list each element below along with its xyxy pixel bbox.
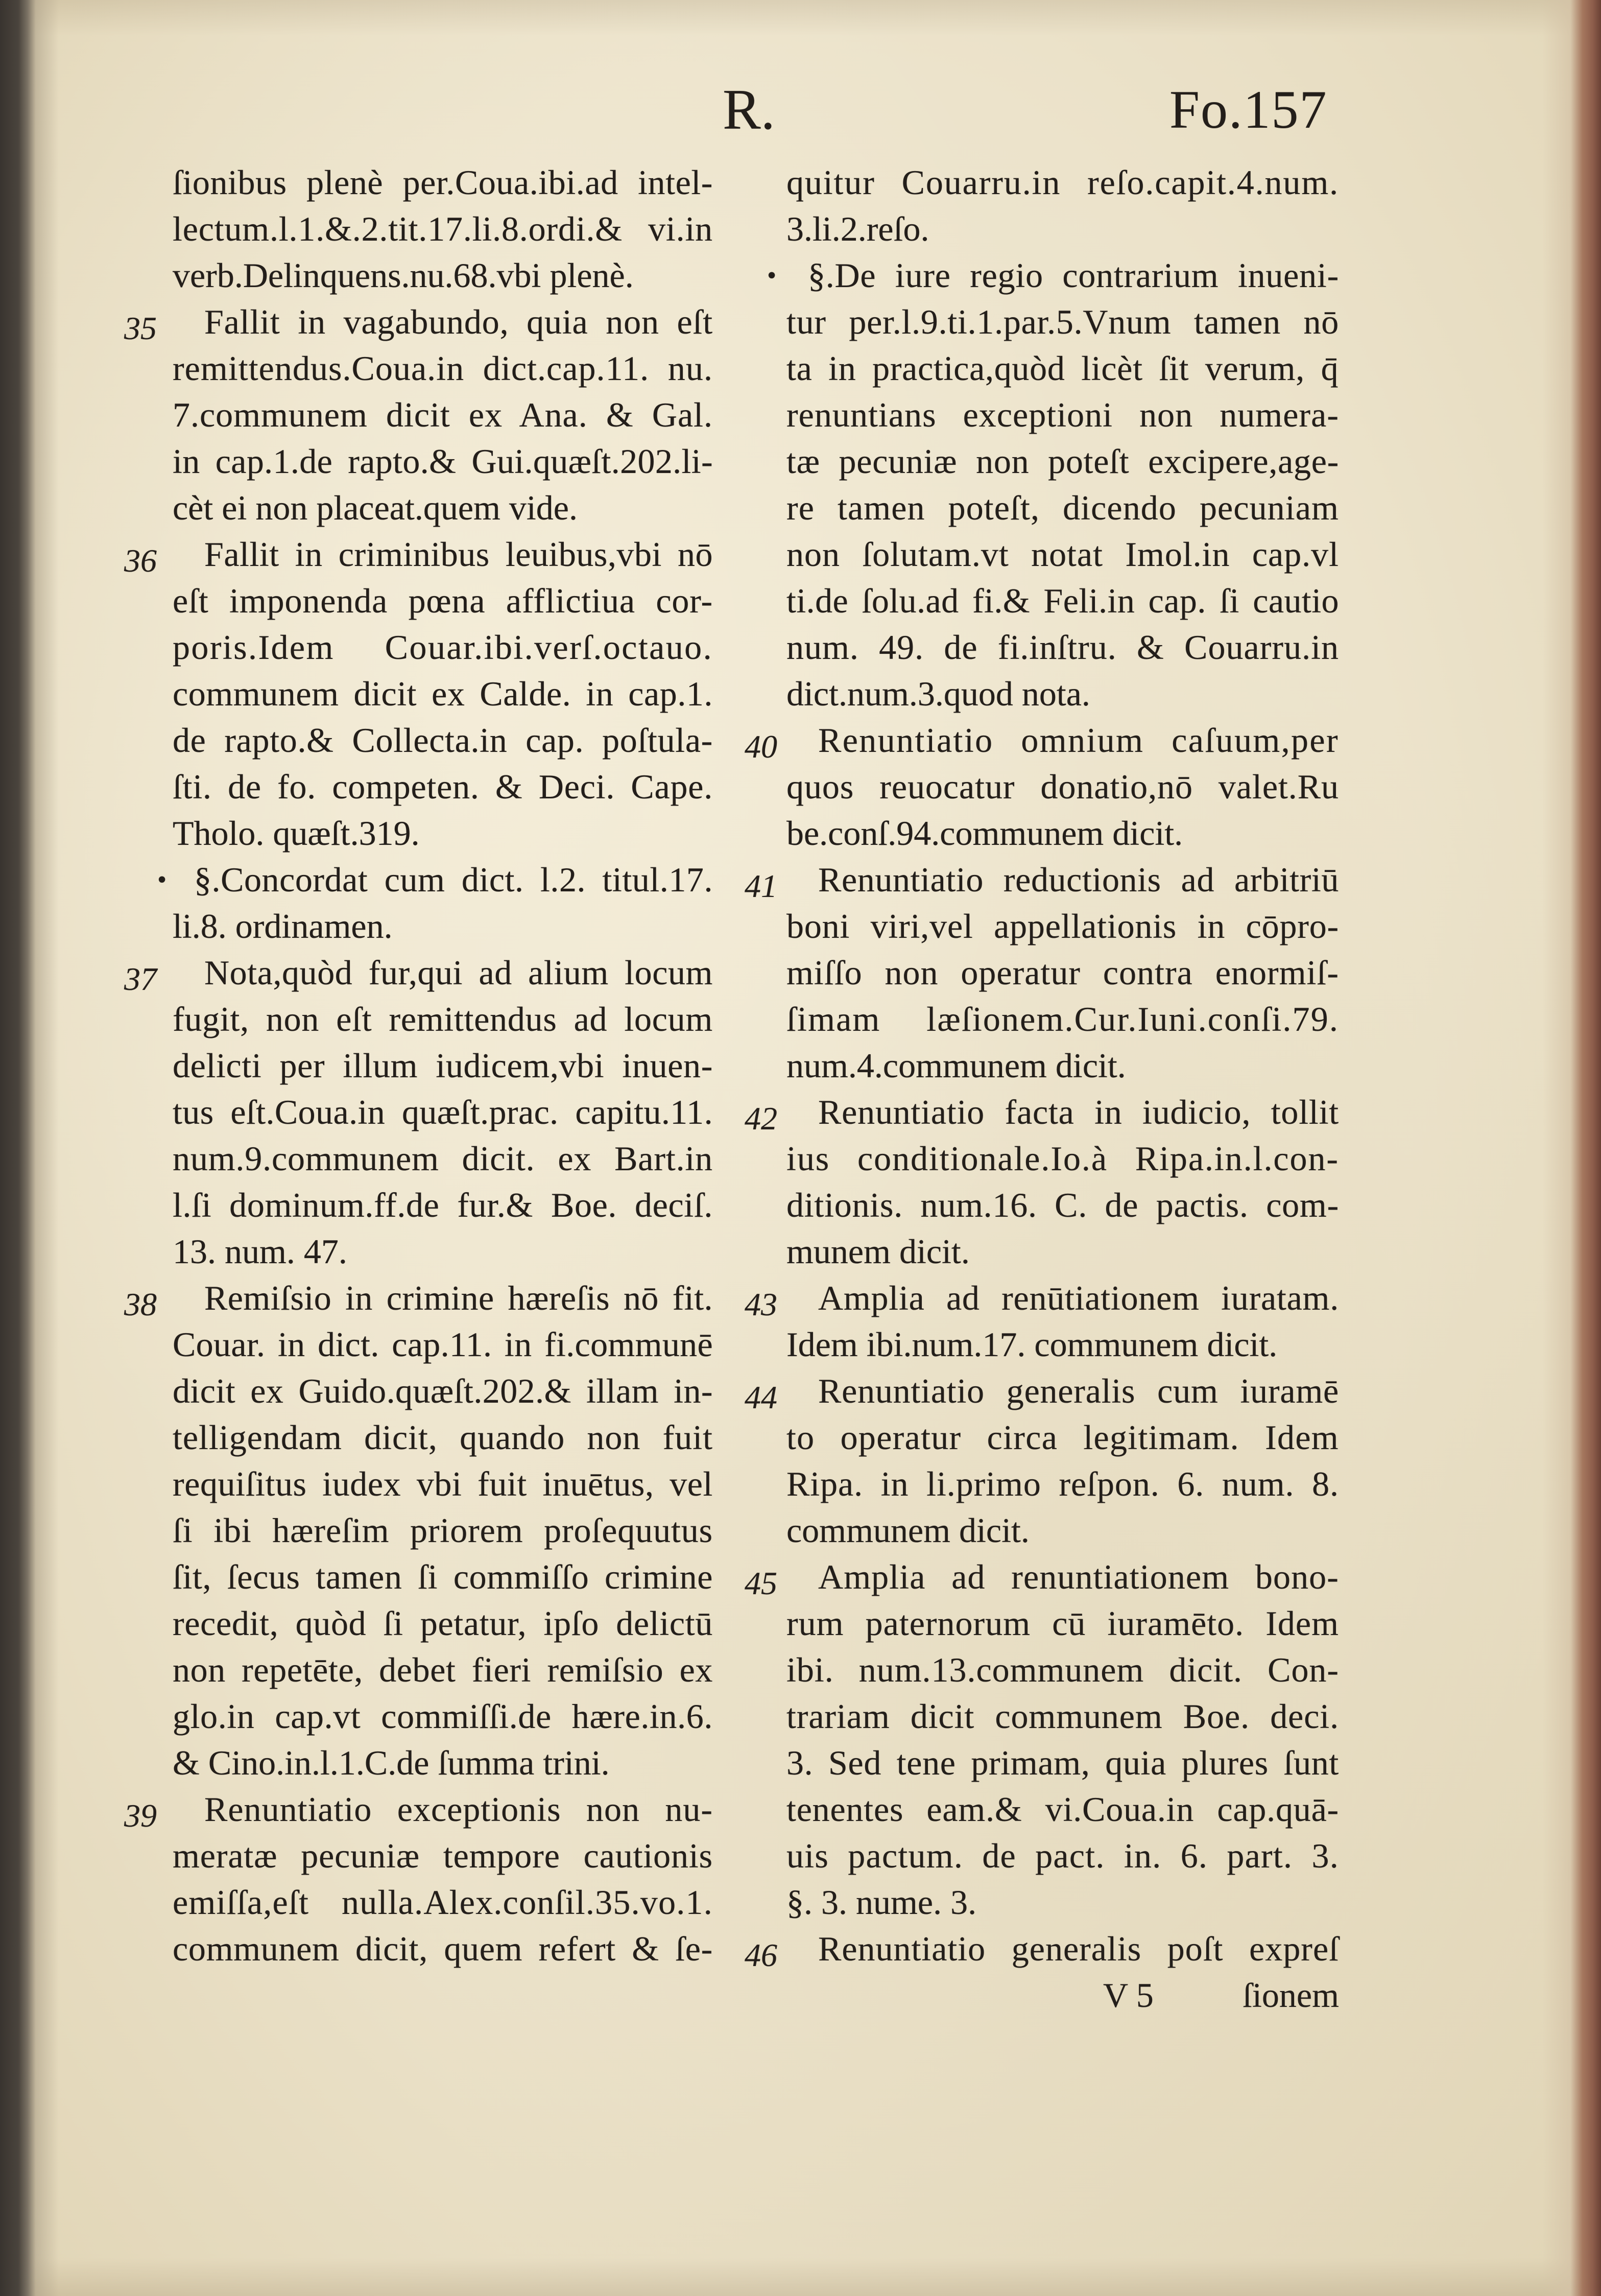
text-line [173,624,713,671]
line-text: remittendus.Coua.in dict.cap.11. nu. [173,349,713,388]
line-text: 13. num. 47. [173,1232,347,1271]
text-line [173,1507,713,1554]
section-note [157,857,713,950]
line-text: tæ pecuniæ non poteſt excipere,age- [786,442,1339,481]
text-line [786,531,1339,578]
text-line [786,857,1339,903]
text-line [173,1786,713,1833]
text-line [173,1275,713,1321]
line-text: ſi ibi hæreſim priorem proſequutus [173,1511,713,1550]
text-line [173,1321,713,1368]
text-line [173,1600,713,1647]
marginal-number: 38 [124,1286,157,1322]
text-line [173,1182,713,1228]
text-line [173,1554,713,1600]
line-text: ius conditionale.Io.à Ripa.in.l.con- [786,1139,1339,1178]
text-line [786,1182,1339,1228]
text-line [173,578,713,624]
line-text: de rapto.& Collecta.in cap. poſtula- [173,721,713,760]
text-line [173,671,713,717]
text-line [786,252,1339,299]
running-head: R. [723,78,775,141]
entry-42 [745,1089,1339,1275]
continued-text [173,159,713,299]
text-line [173,1089,713,1135]
marginal-number: 35 [124,310,157,346]
entry-43 [745,1275,1339,1368]
text-line [786,1693,1339,1740]
text-line [173,159,713,206]
text-line [786,1600,1339,1647]
text-line [786,485,1339,531]
text-line [786,1461,1339,1507]
section-note [767,252,1339,717]
line-text: glo.in cap.vt commiſſi.de hære.in.6. [173,1697,713,1736]
line-text: ſti. de fo. competen. & Deci. Cape. [173,767,713,806]
line-text: Couar. in dict. cap.11. in fi.communē [173,1325,713,1364]
marginal-number: 43 [745,1286,777,1322]
text-line [173,299,713,345]
line-text: cèt ei non placeat.quem vide. [173,488,578,527]
line-text: ſionibus plenè per.Coua.ibi.ad intel- [173,163,713,202]
line-text: ti.de ſolu.ad fi.& Feli.in cap. ſi cautio [786,581,1339,620]
entry-35 [124,299,713,531]
line-text: §. 3. nume. 3. [786,1883,977,1922]
line-text: communem dicit ex Calde. in cap.1. [173,674,713,713]
line-text: Idem ibi.num.17. communem dicit. [786,1325,1278,1364]
text-line [173,950,713,996]
line-text: li.8. ordinamen. [173,907,393,945]
text-line [786,1926,1339,1972]
line-text: recedit, quòd ſi petatur, ipſo delictū [173,1604,713,1643]
text-line [173,1740,713,1786]
line-text: Fallit in criminibus leuibus,vbi nō [204,535,713,574]
line-text: rum paternorum cū iuramēto. Idem [786,1604,1339,1643]
text-line [786,1414,1339,1461]
text-line [786,578,1339,624]
marginal-number: 37 [124,961,157,997]
text-line [173,345,713,392]
line-text: Renuntiatio generalis poſt expreſ [818,1929,1339,1968]
line-text: ibi. num.13.communem dicit. Con- [786,1650,1339,1689]
text-line [173,438,713,485]
text-line [173,1043,713,1089]
line-text: communem dicit, quem refert & ſe- [173,1929,713,1968]
line-text: dict.num.3.quod nota. [786,674,1090,713]
line-text: ta in practica,quòd licèt ſit verum, q̄ [786,349,1339,388]
text-line [786,1368,1339,1414]
text-line [786,1833,1339,1879]
line-text: 7.communem dicit ex Ana. & Gal. [173,395,713,434]
text-line [786,624,1339,671]
entry-37 [124,950,713,1275]
text-line [786,1554,1339,1600]
marginal-number: 36 [124,542,157,579]
line-text: meratæ pecuniæ tempore cautionis [173,1836,713,1875]
line-text: Renuntiatio omnium caſuum,per [818,721,1339,760]
line-text: quitur Couarru.in reſo.capit.4.num. [786,163,1339,202]
text-line [786,1228,1339,1275]
text-line [786,1507,1339,1554]
entry-38 [124,1275,713,1786]
text-line [786,1321,1339,1368]
text-line [786,764,1339,810]
line-text: Tholo. quæſt.319. [173,814,420,853]
line-text: tenentes eam.& vi.Coua.in cap.quā- [786,1790,1339,1829]
line-text: uis pactum. de pact. in. 6. part. 3. [786,1836,1339,1875]
line-text: lectum.l.1.&.2.tit.17.li.8.ordi.& vi.in [173,209,713,248]
line-text: Remiſsio in crimine hæreſis nō fit. [204,1279,713,1317]
line-text: ſimam læſionem.Cur.Iuni.conſi.79. [786,1000,1339,1038]
text-line [173,857,713,903]
text-line [786,1879,1339,1926]
line-text: telligendam dicit, quando non fuit [173,1418,713,1457]
text-line [173,903,713,950]
text-line [173,392,713,438]
line-text: 3. Sed tene primam, quia plures ſunt [786,1743,1339,1782]
text-line [173,1647,713,1693]
line-text: tus eſt.Coua.in quæſt.prac. capitu.11. [173,1093,713,1131]
text-line [786,345,1339,392]
line-text: emiſſa,eſt nulla.Alex.conſil.35.vo.1. [173,1883,713,1922]
line-text: l.ſi dominum.ff.de fur.& Boe. deciſ. [173,1186,713,1224]
marginal-number: 45 [745,1565,777,1601]
line-text: to operatur circa legitimam. Idem [786,1418,1339,1457]
line-text: poris.Idem Couar.ibi.verſ.octauo. [173,628,713,667]
line-text: Fallit in vagabundo, quia non eſt [204,302,713,341]
text-line [173,1135,713,1182]
text-line [786,438,1339,485]
text-line [786,717,1339,764]
line-text: Renuntiatio generalis cum iuramē [818,1371,1339,1410]
paragraph-bullet: • [767,261,777,290]
line-text: Amplia ad renūtiationem iuratam. [818,1279,1339,1317]
continued-text [786,159,1339,252]
text-line [173,1414,713,1461]
marginal-number: 44 [745,1379,777,1415]
text-line [173,764,713,810]
text-line [786,1786,1339,1833]
line-text: ditionis. num.16. C. de pactis. com- [786,1186,1339,1224]
paragraph-bullet: • [157,865,167,894]
text-line [786,1275,1339,1321]
text-line [786,1647,1339,1693]
line-text: renuntians exceptioni non numera- [786,395,1339,434]
text-line [173,1693,713,1740]
left-text-column [124,159,713,1972]
entry-44 [745,1368,1339,1554]
text-line [173,1833,713,1879]
line-text: trariam dicit communem Boe. deci. [786,1697,1339,1736]
line-text: munem dicit. [786,1232,970,1271]
text-line [786,1740,1339,1786]
text-line [173,1926,713,1972]
text-line [173,1461,713,1507]
entry-45 [745,1554,1339,1926]
marginal-number: 39 [124,1797,157,1834]
line-text: communem dicit. [786,1511,1030,1550]
line-text: re tamen poteſt, dicendo pecuniam [786,488,1339,527]
entry-46 [745,1926,1339,1973]
text-line [173,531,713,578]
line-text: in cap.1.de rapto.& Gui.quæſt.202.li- [173,442,713,481]
text-line [786,392,1339,438]
text-line [173,996,713,1043]
line-text: §.Concordat cum dict. l.2. titul.17. [194,860,713,899]
page-footer [786,1972,1339,2019]
entry-36 [124,531,713,857]
text-line [173,810,713,857]
marginal-number: 46 [745,1937,777,1973]
line-text: requiſitus iudex vbi fuit inuētus, vel [173,1464,713,1503]
line-text: quos reuocatur donatio,nō valet.Ru [786,767,1339,806]
text-line [786,903,1339,950]
signature-mark: V 5 [1103,1976,1154,2015]
line-text: Renuntiatio exceptionis non nu- [204,1790,713,1829]
line-text: fugit, non eſt remittendus ad locum [173,1000,713,1038]
text-line [173,717,713,764]
line-text: Renuntiatio facta in iudicio, tollit [818,1093,1339,1131]
line-text: 3.li.2.reſo. [786,209,929,248]
text-line [786,159,1339,206]
line-text: Amplia ad renuntiationem bono- [818,1557,1339,1596]
text-line [786,671,1339,717]
text-line [173,485,713,531]
line-text: Nota,quòd fur,qui ad alium locum [204,953,713,992]
right-text-column [745,159,1339,1973]
folio-number: Fo.157 [1169,80,1328,139]
line-text: Renuntiatio reductionis ad arbitriū [818,860,1339,899]
line-text: num.9.communem dicit. ex Bart.in [173,1139,713,1178]
line-text: num.4.communem dicit. [786,1046,1126,1085]
line-text: boni viri,vel appellationis in cōpro- [786,907,1339,945]
entry-41 [745,857,1339,1089]
text-line [173,206,713,252]
line-text: verb.Delinquens.nu.68.vbi plenè. [173,256,634,295]
line-text: num. 49. de fi.inſtru. & Couarru.in [786,628,1339,667]
line-text: delicti per illum iudicem,vbi inuen- [173,1046,713,1085]
line-text: §.De iure regio contrarium inueni- [808,256,1339,295]
line-text: ſit, ſecus tamen ſi commiſſo crimine [173,1557,713,1596]
text-line [173,1228,713,1275]
text-line [786,206,1339,252]
line-text: Ripa. in li.primo reſpon. 6. num. 8. [786,1464,1339,1503]
line-text: eſt imponenda pœna afflictiua cor- [173,581,713,620]
text-line [786,1089,1339,1135]
text-line [786,1043,1339,1089]
line-text: miſſo non operatur contra enormiſ- [786,953,1339,992]
text-line [786,996,1339,1043]
entry-40 [745,717,1339,857]
line-text: non ſolutam.vt notat Imol.in cap.vl [786,535,1339,574]
entry-39 [124,1786,713,1972]
line-text: be.conſ.94.communem dicit. [786,814,1183,853]
text-line [173,1879,713,1926]
line-text: & Cino.in.l.1.C.de ſumma trini. [173,1743,610,1782]
line-text: non repetēte, debet fieri remiſsio ex [173,1650,713,1689]
line-text: tur per.l.9.ti.1.par.5.Vnum tamen nō [786,302,1339,341]
catchword: ſionem [1242,1976,1339,2015]
line-text: dicit ex Guido.quæſt.202.& illam in- [173,1371,713,1410]
text-line [786,1135,1339,1182]
marginal-number: 42 [745,1100,777,1137]
marginal-number: 41 [745,868,777,904]
text-line [786,810,1339,857]
text-line [173,252,713,299]
text-line [173,1368,713,1414]
text-line [786,299,1339,345]
text-line [786,950,1339,996]
marginal-number: 40 [745,728,777,765]
